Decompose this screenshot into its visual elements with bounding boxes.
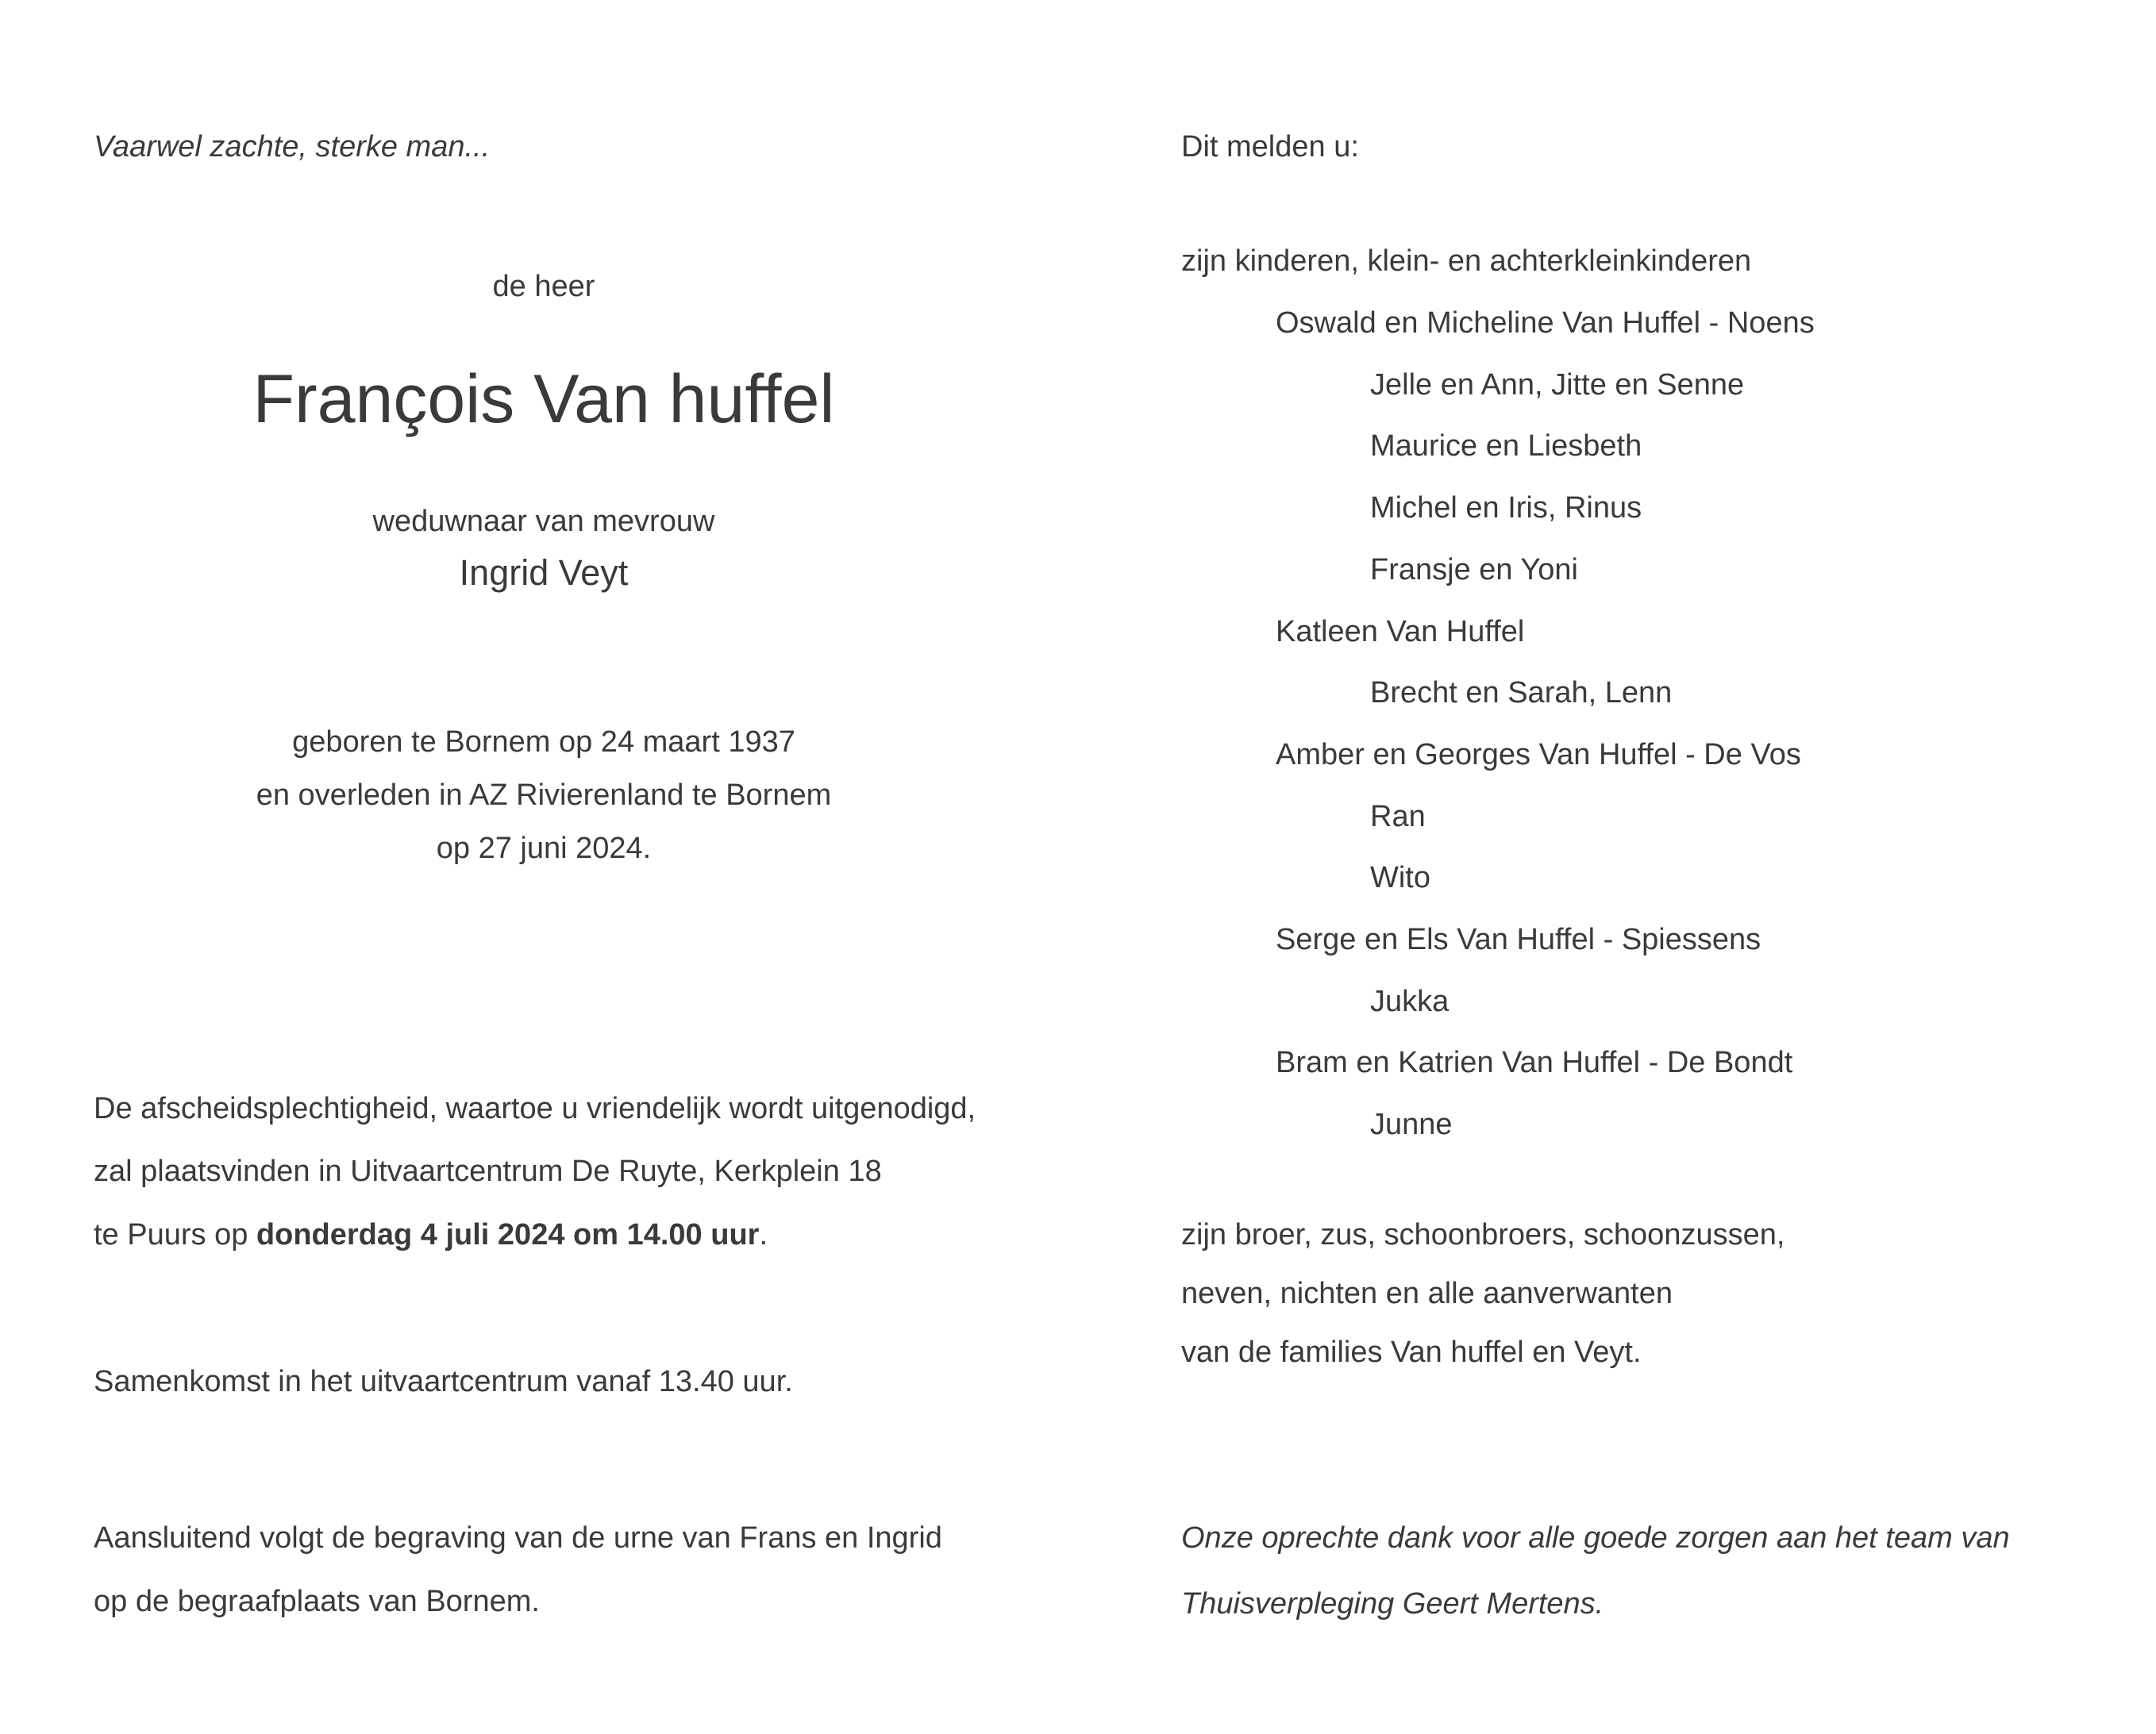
gathering-line: Samenkomst in het uitvaartcentrum vanaf 13.40 uur.	[94, 1365, 793, 1398]
family-member-child: Serge en Els Van Huffel - Spiessens	[1276, 923, 1761, 956]
family-member-grandchild: Jukka	[1370, 985, 1450, 1018]
family-member-grandchild: Brecht en Sarah, Lenn	[1370, 676, 1673, 709]
intro-line: Dit melden u:	[1181, 130, 1359, 163]
family-member-grandchild: Maurice en Liesbeth	[1370, 429, 1642, 463]
thanks-line-1: Onze oprechte dank voor alle goede zorgen aan het team van	[1181, 1521, 2010, 1555]
death-date-line: op 27 juni 2024.	[436, 832, 652, 865]
family-member-child: Katleen Van Huffel	[1276, 615, 1525, 648]
spouse-name: Ingrid Veyt	[459, 552, 629, 593]
family-member-child: Bram en Katrien Van Huffel - De Bondt	[1276, 1046, 1793, 1079]
relatives-line-2: neven, nichten en alle aanverwanten	[1181, 1277, 1673, 1310]
family-member-child: Oswald en Micheline Van Huffel - Noens	[1276, 306, 1815, 340]
deceased-name: François Van huffel	[252, 361, 835, 437]
ceremony-line-3-suffix: .	[759, 1218, 768, 1251]
birth-line: geboren te Bornem op 24 maart 1937	[292, 725, 795, 759]
family-member-child: Amber en Georges Van Huffel - De Vos	[1276, 738, 1801, 771]
family-member-grandchild: Michel en Iris, Rinus	[1370, 491, 1642, 525]
family-member-grandchild: Jelle en Ann, Jitte en Senne	[1370, 368, 1745, 402]
death-line: en overleden in AZ Rivierenland te Bornem	[256, 779, 832, 812]
family-member-grandchild: Wito	[1370, 861, 1430, 894]
ceremony-line-3	[94, 1217, 768, 1253]
burial-line-2: op de begraafplaats van Bornem.	[94, 1585, 540, 1618]
widower-of-label: weduwnaar van mevrouw	[372, 505, 715, 538]
relatives-line-1: zijn broer, zus, schoonbroers, schoonzussen,	[1181, 1218, 1785, 1251]
motto: Vaarwel zachte, sterke man...	[94, 130, 491, 163]
honorific: de heer	[492, 270, 595, 303]
ceremony-line-1: De afscheidsplechtigheid, waartoe u vriendelijk wordt uitgenodigd,	[94, 1092, 976, 1125]
family-member-grandchild: Fransje en Yoni	[1370, 553, 1578, 586]
family-member-grandchild: Ran	[1370, 800, 1426, 833]
relatives-line-3: van de families Van huffel en Veyt.	[1181, 1336, 1642, 1369]
thanks-line-2: Thuisverpleging Geert Mertens.	[1181, 1587, 1604, 1621]
ceremony-datetime: donderdag 4 juli 2024 om 14.00 uur	[256, 1218, 760, 1251]
family-member-grandchild: Junne	[1370, 1108, 1453, 1141]
ceremony-line-2: zal plaatsvinden in Uitvaartcentrum De Ruyte, Kerkplein 18	[94, 1155, 882, 1188]
children-heading: zijn kinderen, klein- en achterkleinkinderen	[1181, 244, 1752, 278]
ceremony-line-3-prefix: te Puurs op	[94, 1218, 256, 1251]
burial-line-1: Aansluitend volgt de begraving van de urne van Frans en Ingrid	[94, 1521, 942, 1555]
